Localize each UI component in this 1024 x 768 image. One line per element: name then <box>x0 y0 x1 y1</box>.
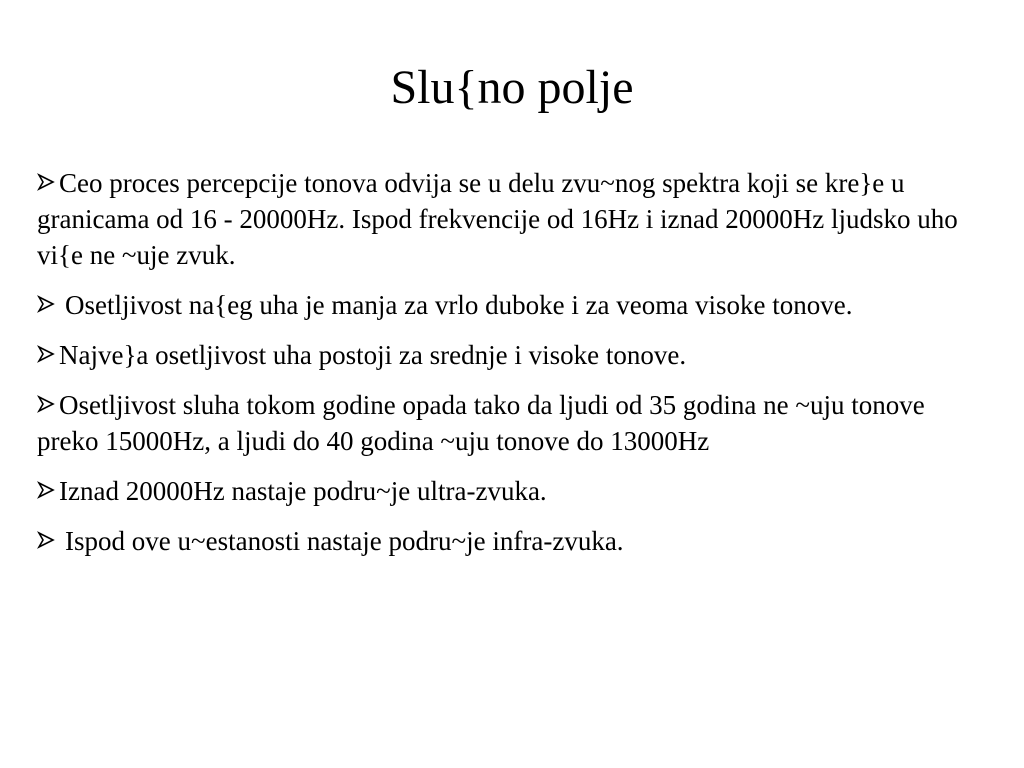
arrowhead-bullet-icon <box>37 173 55 191</box>
bullet-text: Osetljivost sluha tokom godine opada tako da ljudi od 35 godina ne ~uju tonove preko 15000Hz, a ljudi do 40 godina ~uju tonove do 13000Hz <box>37 390 925 456</box>
slide-title: Slu{no polje <box>390 61 634 114</box>
bullet-item <box>37 387 977 459</box>
arrowhead-bullet-icon <box>37 345 55 363</box>
bullet-item <box>37 523 977 559</box>
bullet-item <box>37 165 977 273</box>
bullet-list <box>37 165 977 573</box>
bullet-text: Osetljivost na{eg uha je manja za vrlo duboke i za veoma visoke tonove. <box>65 290 853 320</box>
bullet-text: Ceo proces percepcije tonova odvija se u delu zvu~nog spektra koji se kre}e u granicama od 16 - 20000Hz. Ispod frekvencije od 16Hz i iznad 20000Hz ljudsko uho vi{e ne ~uje zvuk. <box>37 168 958 270</box>
bullet-text: Iznad 20000Hz nastaje podru~je ultra-zvuka. <box>59 476 547 506</box>
arrowhead-bullet-icon <box>37 531 55 549</box>
arrowhead-bullet-icon <box>37 481 55 499</box>
bullet-text: Ispod ove u~estanosti nastaje podru~je infra-zvuka. <box>65 526 624 556</box>
arrowhead-bullet-icon <box>37 395 55 413</box>
arrowhead-bullet-icon <box>37 295 55 313</box>
bullet-item <box>37 287 977 323</box>
bullet-item <box>37 473 977 509</box>
bullet-text: Najve}a osetljivost uha postoji za srednje i visoke tonove. <box>59 340 687 370</box>
bullet-item <box>37 337 977 373</box>
